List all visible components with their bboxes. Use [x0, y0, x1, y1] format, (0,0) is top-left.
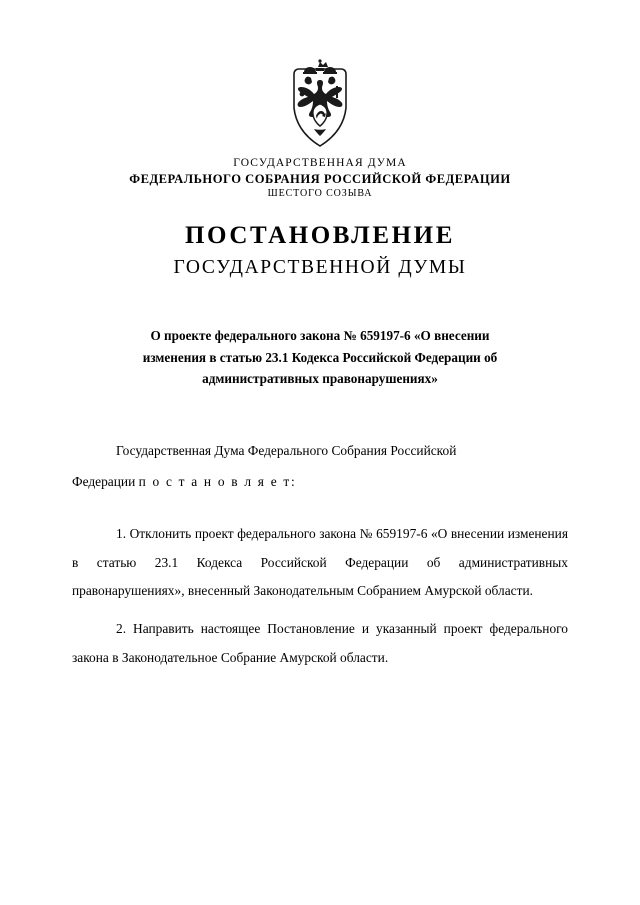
preamble-paragraph — [72, 437, 568, 465]
document-title — [72, 222, 568, 279]
document-subject: О проекте федерального закона № 659197-6 «О внесении изменения в статью 23.1 Кодекса Российской Федерации об административных правонарушениях» — [142, 328, 498, 387]
org-line-1: ГОСУДАРСТВЕННАЯ ДУМА — [233, 157, 407, 169]
preamble-second-line: Федерации — [72, 473, 139, 489]
document-body — [72, 437, 568, 672]
title-line-1: ПОСТАНОВЛЕНИЕ — [184, 222, 456, 250]
emblem-container — [72, 52, 568, 148]
title-line-2: ГОСУДАРСТВЕННОЙ ДУМЫ — [173, 257, 467, 279]
body-item-2: 2. Направить настоящее Постановление и указанный проект федерального закона в Законодательное Собрание Амурской области. — [72, 621, 568, 665]
russian-coat-of-arms-icon — [283, 56, 357, 148]
resolves-word: п о с т а н о в л я е т: — [138, 473, 297, 489]
organization-header — [72, 156, 568, 200]
body-item-1: 1. Отклонить проект федерального закона № 659197-6 «О внесении изменения в статью 23.1 Кодекса Российской Федерации об административных правонарушениях», внесенный Законодательным Собранием Амурской области. — [72, 526, 568, 599]
preamble-first-line: Государственная Дума Федерального Собрания Российской — [116, 443, 457, 459]
org-line-3: ШЕСТОГО СОЗЫВА — [267, 188, 373, 200]
org-line-2: ФЕДЕРАЛЬНОГО СОБРАНИЯ РОССИЙСКОЙ ФЕДЕРАЦИИ — [129, 171, 511, 186]
preamble-resolves-line — [72, 468, 568, 496]
